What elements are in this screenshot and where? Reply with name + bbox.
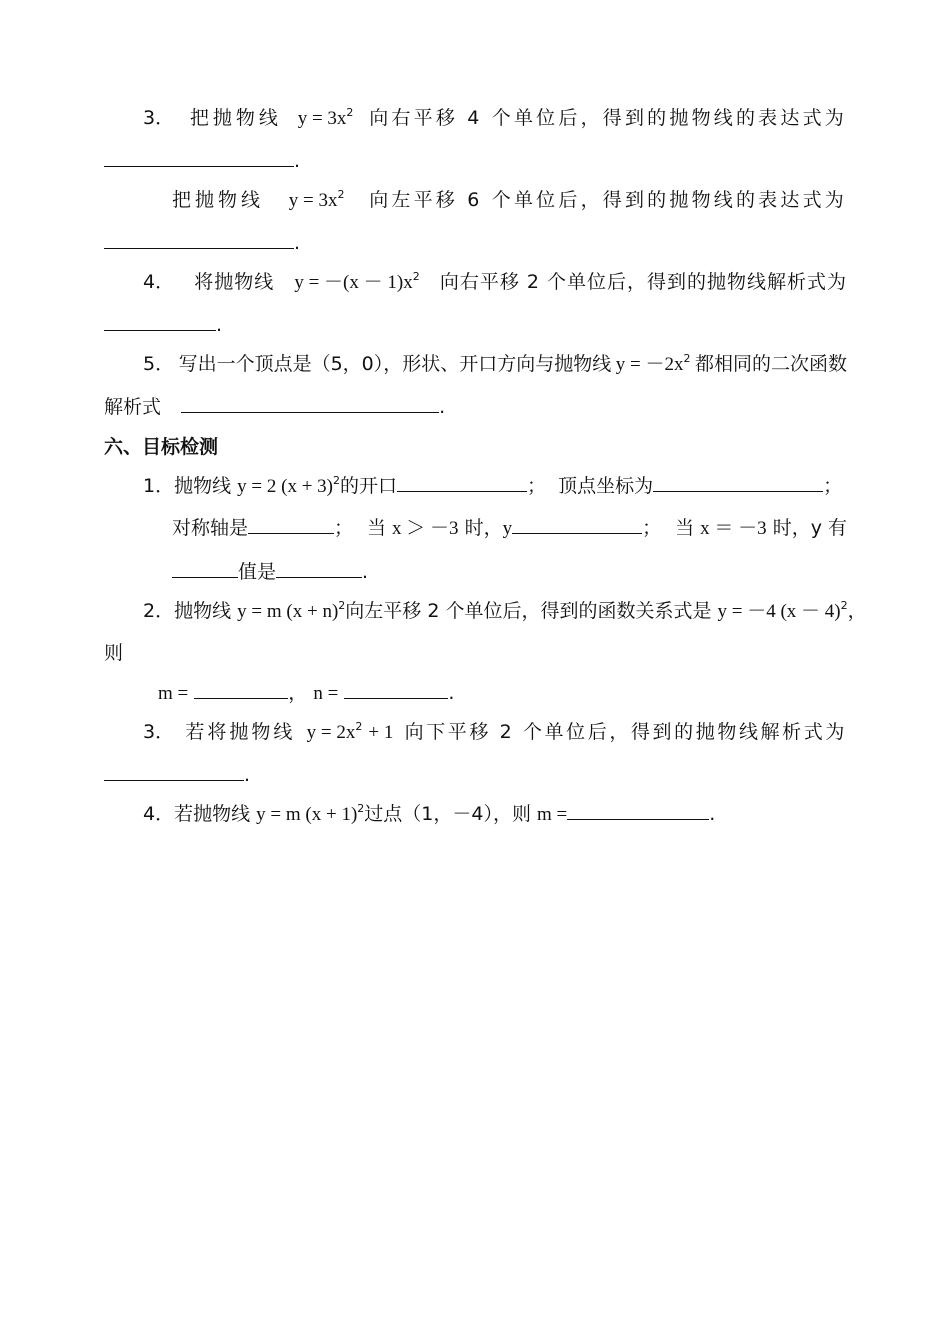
answer-blank[interactable] [104,762,244,781]
s6-q2-line3: m = ， n = . [158,682,455,704]
s6-q1-line1: 1．抛物线 y = 2 $(x + 3)^2$的开口 ； 顶点坐标为 ； [143,474,843,497]
s5-q3-blank2: . [104,230,300,256]
s6-q4-expr: y = m $(x + 1)^2$ [256,802,365,825]
s6-q3-blank: . [104,762,250,788]
answer-blank[interactable] [172,559,238,578]
s5-q3-line2 [172,187,847,214]
s5-q3b-post: 向左平移 6 个单位后，得到的抛物线的表达式为 [369,189,847,211]
s5-q3-num: 3． [143,107,175,129]
s6-q1-pre: 抛物线 [174,475,232,497]
s6-q3-expr: $y = 2x^2 + 1$ [306,720,394,743]
s6-q2-expr2: y = －4 $(x - 4)^2$ [717,599,848,622]
answer-blank[interactable] [512,515,642,534]
s5-q4-blank: . [104,312,222,338]
s5-q5-line2-text: 解析式 [104,396,162,418]
answer-blank[interactable] [104,230,294,249]
s5-q3-line1 [143,105,847,132]
s5-q3-expr: $y = 3x^2$ [297,106,354,129]
s6-q1-line3: 值是 . [172,559,368,585]
s5-q5-num: 5． [143,353,175,375]
s5-q5-line2: 解析式 . [104,396,446,418]
answer-blank[interactable] [567,801,709,820]
section-heading: 六、目标检测 [104,436,219,458]
s5-q3b-pre: 把抛物线 [172,189,265,211]
s5-q5-pre: 写出一个顶点是（5，0），形状、开口方向与抛物线 [178,353,612,375]
s6-q4-num: 4． [143,803,175,825]
answer-blank[interactable] [248,515,334,534]
s5-q3-blank1: . [104,148,300,174]
answer-blank[interactable] [104,312,216,331]
s5-q3-pre: 把抛物线 [189,107,282,129]
s6-q1-num: 1． [143,475,175,497]
s6-q4-line: 4．若抛物线 y = m $(x + 1)^2$过点（1，－4），则 m = . [143,802,716,825]
answer-blank[interactable] [104,148,294,167]
s6-q1-line2: 对称轴是 ； 当 x ＞ －3 时，y ； 当 x ＝ －3 时，y 有 [172,517,847,539]
s5-q5-line [143,351,847,378]
s6-q1-expr: y = 2 $(x + 3)^2$ [237,474,340,497]
s6-q2-then: 则 [104,642,124,664]
s6-q3-line1: 3． 若将抛物线 $y = 2x^2 + 1$ 向下平移 2 个单位后，得到的抛物线解析式为 [143,719,847,746]
s5-q4-pre: 将抛物线 [194,271,275,293]
s5-q4-line [143,269,847,296]
s5-q3-post: 向右平移 4 个单位后，得到的抛物线的表达式为 [369,107,847,129]
s5-q5-expr: $y = -2x^2$ [615,352,691,375]
s5-q4-expr: $y = -(x - 1)x^2$ [294,270,420,293]
s6-q3-num: 3． [143,721,175,743]
s5-q4-num: 4． [143,271,175,293]
answer-blank[interactable] [653,473,823,492]
s6-q2-line1: 2．抛物线 y = m $(x + n)^2$向左平移 2 个单位后，得到的函数关系式是 y = －4 $(x - 4)^2$， [143,599,867,622]
answer-blank[interactable] [397,473,527,492]
answer-blank[interactable] [181,394,439,413]
s5-q3b-expr: $y = 3x^2$ [288,188,345,211]
s5-q4-post: 向右平移 2 个单位后，得到的抛物线解析式为 [439,271,847,293]
answer-blank[interactable] [344,680,448,699]
s6-q2-expr: y = m $(x + n)^2$ [237,599,346,622]
s5-q5-post: 都相同的二次函数 [694,353,847,375]
s6-q2-num: 2． [143,600,175,622]
answer-blank[interactable] [276,559,362,578]
answer-blank[interactable] [194,680,288,699]
